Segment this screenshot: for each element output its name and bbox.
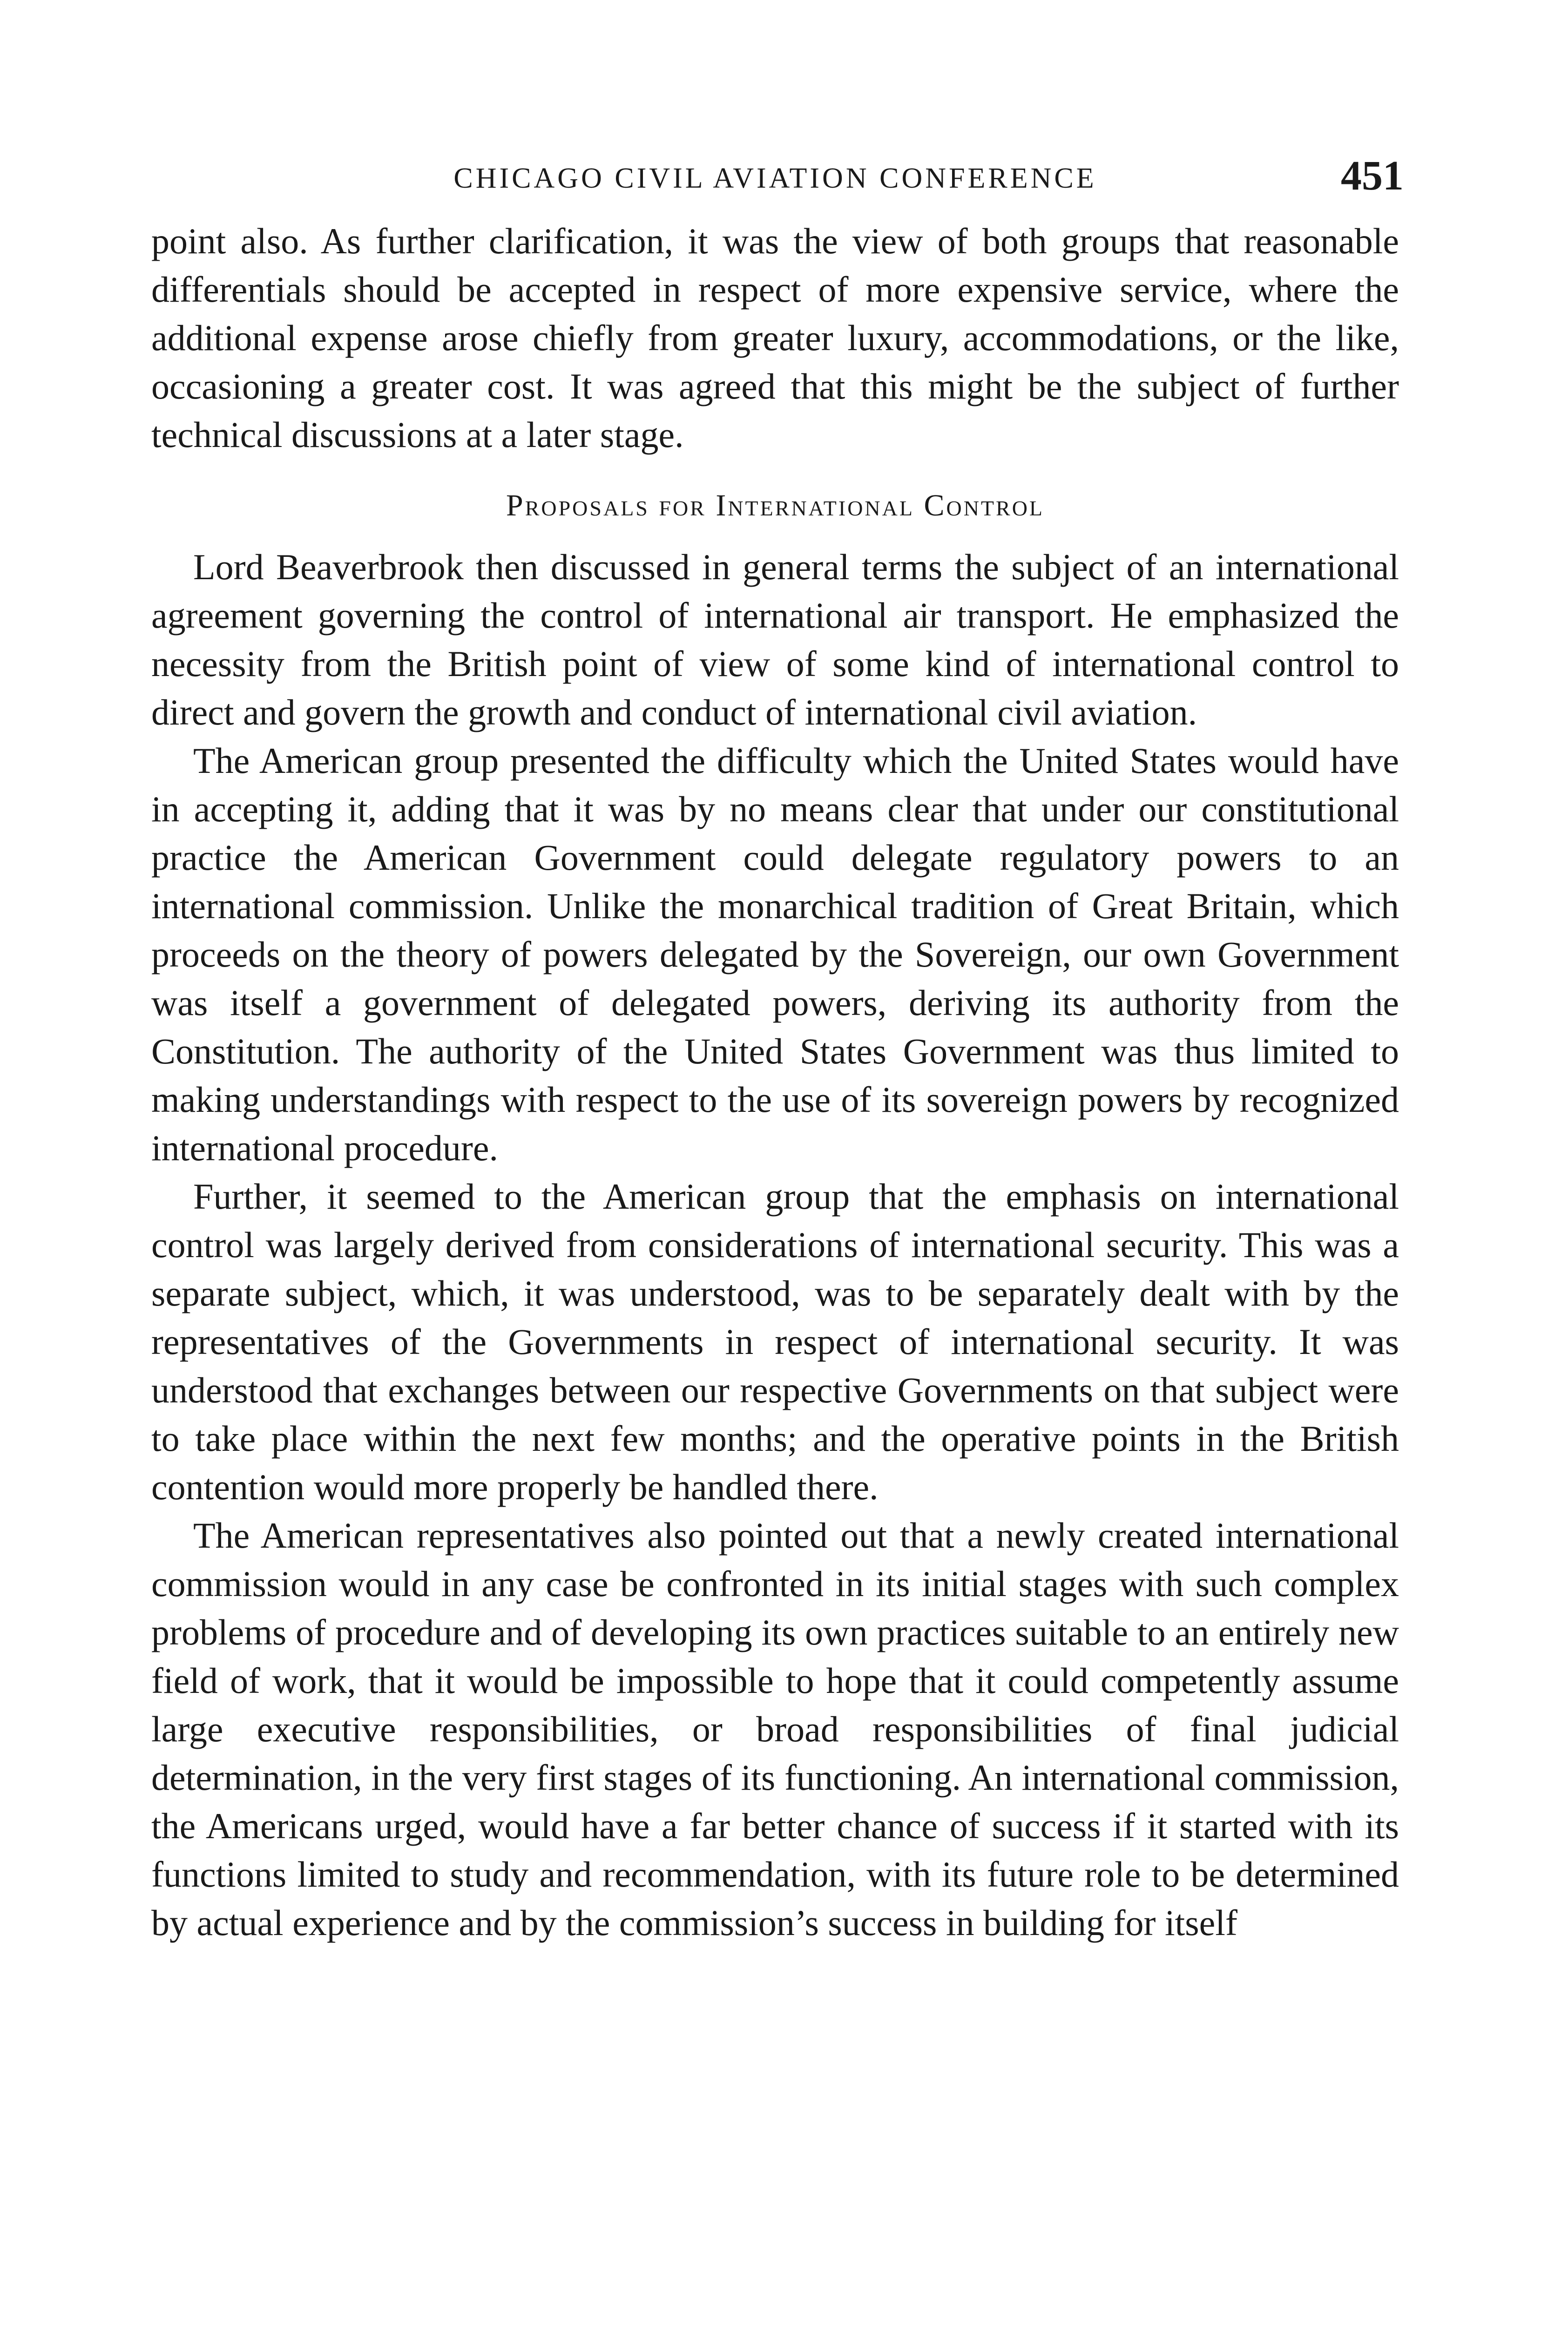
section-heading: Proposals for International Control [506, 488, 1045, 522]
paragraph-beaverbrook: Lord Beaverbrook then discussed in general terms the subject of an international agreement governing the control of international air transport. He emphasized the necessity from the British point of view of some kind of international control to direct and govern the growth and conduct of international civil aviation. [151, 547, 1399, 732]
paragraph-security: Further, it seemed to the American group that the emphasis on international control was largely derived from considerations of international security. This was a separate subject, which, it was understood, was to be separately dealt with by the representatives of the Governments in respect of international security. It was understood that exchanges between our respective Governments on that subject were to take place within the next few months; and the operative points in the British contention would more properly be handled there. [151, 1176, 1399, 1507]
document-page [151, 148, 1404, 1947]
paragraph-commission: The American representatives also pointed out that a newly created international commission would in any case be confronted in its initial stages with such complex problems of procedure and of developing its own practices suitable to an entirely new field of work, that it would be impossible to hope that it could competently assume large executive responsibilities, or broad responsibilities of final judicial determination, in the very first stages of its functioning. An international commission, the Americans urged, would have a far better chance of success if it started with its functions limited to study and recommendation, with its future role to be determined by actual experience and by the commission’s success in building for itself [151, 1515, 1399, 1943]
paragraph-continuation: point also. As further clarification, it was the view of both groups that reasonable differentials should be accepted in respect of more expensive service, where the additional expense arose chiefly from greater luxury, accommodations, or the like, occasioning a greater cost. It was agreed that this might be the subject of further technical discussions at a later stage. [151, 221, 1399, 455]
paragraph-american-group: The American group presented the difficulty which the United States would have in accepting it, adding that it was by no means clear that under our constitutional practice the American Government could delegate regulatory powers to an international commission. Unlike the monarchical tradition of Great Britain, which proceeds on the theory of powers delegated by the Sovereign, our own Government was itself a government of delegated powers, deriving its authority from the Constitution. The authority of the United States Government was thus limited to making understandings with respect to the use of its sovereign powers by recognized international procedure. [151, 740, 1399, 1168]
running-title: CHICAGO CIVIL AVIATION CONFERENCE [453, 162, 1097, 194]
page-number: 451 [1341, 153, 1404, 199]
running-header [151, 148, 1404, 199]
